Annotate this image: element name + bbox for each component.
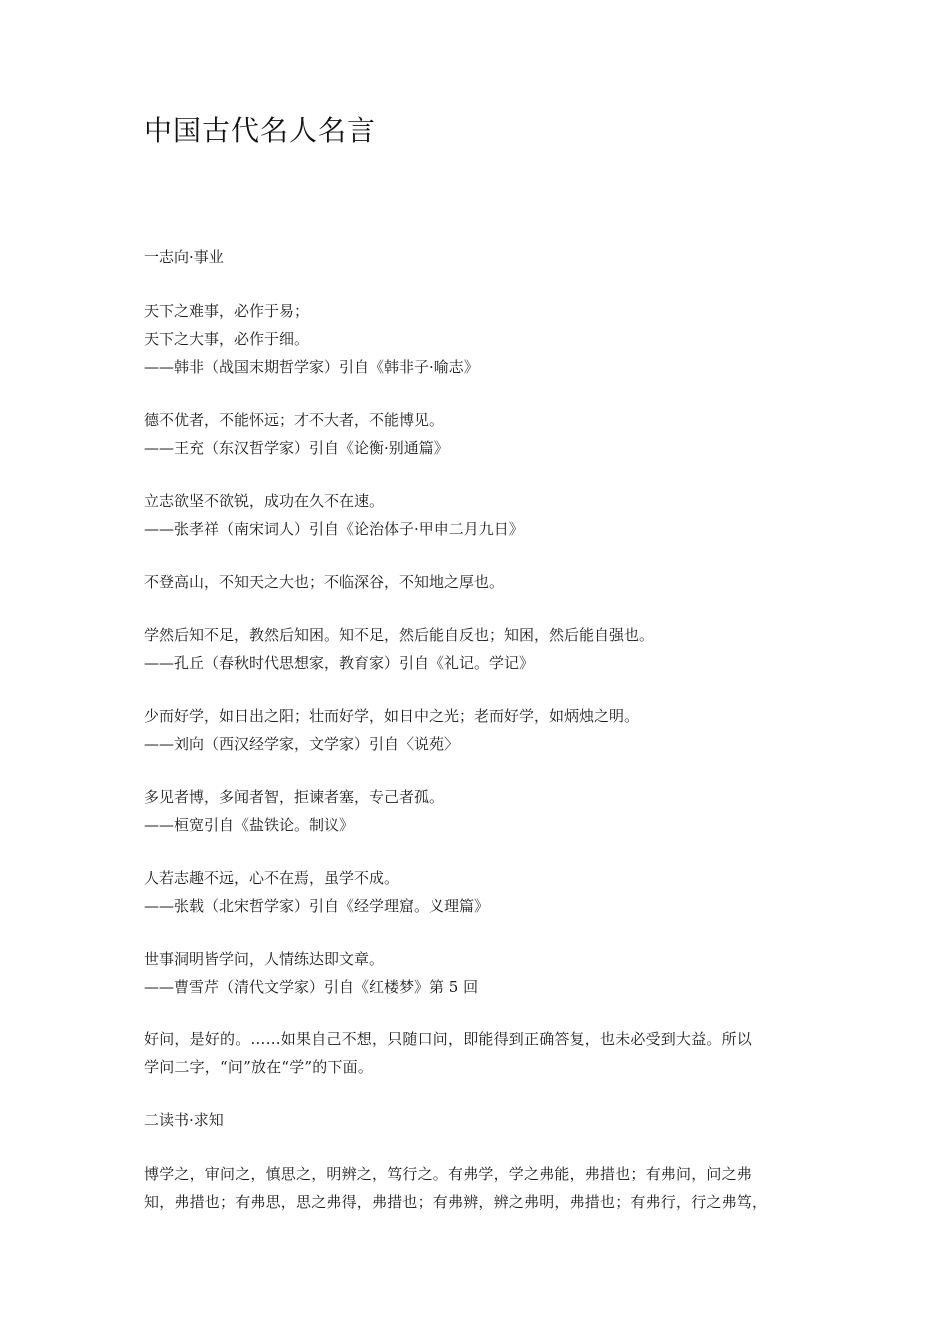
- quote-block: [144, 568, 814, 596]
- quote-attribution: ——张孝祥（南宋词人）引自《论治体子·甲申二月九日》: [144, 520, 524, 538]
- quote-block: [144, 702, 814, 758]
- quote-attribution: ——刘向（西汉经学家，文学家）引自〈说苑〉: [144, 735, 460, 753]
- quote-attribution: ——韩非（战国末期哲学家）引自《韩非子·喻志》: [144, 358, 479, 376]
- section-heading-ambition: 一志向·事业: [144, 248, 224, 266]
- quote-attribution: ——桓宽引自《盐铁论。制议》: [144, 816, 355, 834]
- quote-block: [144, 1025, 814, 1081]
- quote-block: [144, 783, 814, 839]
- quote-line: 少而好学，如日出之阳；壮而好学，如日中之光；老而好学，如炳烛之明。: [144, 707, 640, 725]
- quote-line: 学问二字，“问”放在“学”的下面。: [144, 1058, 374, 1076]
- document-body: [144, 243, 814, 1216]
- quote-line: 多见者博，多闻者智，拒谏者塞，专己者孤。: [144, 788, 445, 806]
- quote-line: 学然后知不足，教然后知困。知不足，然后能自反也；知困，然后能自强也。: [144, 626, 655, 644]
- quote-attribution: ——孔丘（春秋时代思想家，教育家）引自《礼记。学记》: [144, 654, 535, 672]
- quote-line: 好问，是好的。……如果自己不想，只随口问，即能得到正确答复，也未必受到大益。所以: [144, 1030, 753, 1048]
- document-title: 中国古代名人名言: [144, 114, 377, 147]
- quote-block: [144, 864, 814, 920]
- quote-block: [144, 621, 814, 677]
- quote-line: 立志欲坚不欲锐，成功在久不在速。: [144, 492, 385, 510]
- quote-line: 德不优者，不能怀远；才不大者，不能博见。: [144, 411, 445, 429]
- section-heading-reading: 二读书·求知: [144, 1111, 224, 1129]
- quote-block: [144, 487, 814, 543]
- paragraph-line: 博学之，审问之，慎思之，明辨之，笃行之。有弗学，学之弗能，弗措也；有弗问，问之弗: [144, 1165, 753, 1183]
- quote-block: [144, 406, 814, 462]
- quote-line: 不登高山，不知天之大也；不临深谷，不知地之厚也。: [144, 573, 505, 591]
- paragraph-line: 知，弗措也；有弗思，思之弗得，弗措也；有弗辨，辨之弗明，弗措也；有弗行，行之弗笃，: [144, 1193, 768, 1211]
- quote-block: [144, 945, 814, 1001]
- quote-attribution: ——曹雪芹（清代文学家）引自《红楼梦》第 5 回: [144, 978, 479, 996]
- quote-attribution: ——王充（东汉哲学家）引自《论衡·别通篇》: [144, 439, 449, 457]
- quote-block: [144, 297, 814, 381]
- paragraph: [144, 1160, 814, 1216]
- quote-line: 天下之难事，必作于易；: [144, 302, 310, 320]
- quote-line: 天下之大事，必作于细。: [144, 330, 310, 348]
- quote-line: 人若志趣不远，心不在焉，虽学不成。: [144, 869, 400, 887]
- quote-attribution: ——张载（北宋哲学家）引自《经学理窟。义理篇》: [144, 897, 490, 915]
- quote-line: 世事洞明皆学问，人情练达即文章。: [144, 950, 385, 968]
